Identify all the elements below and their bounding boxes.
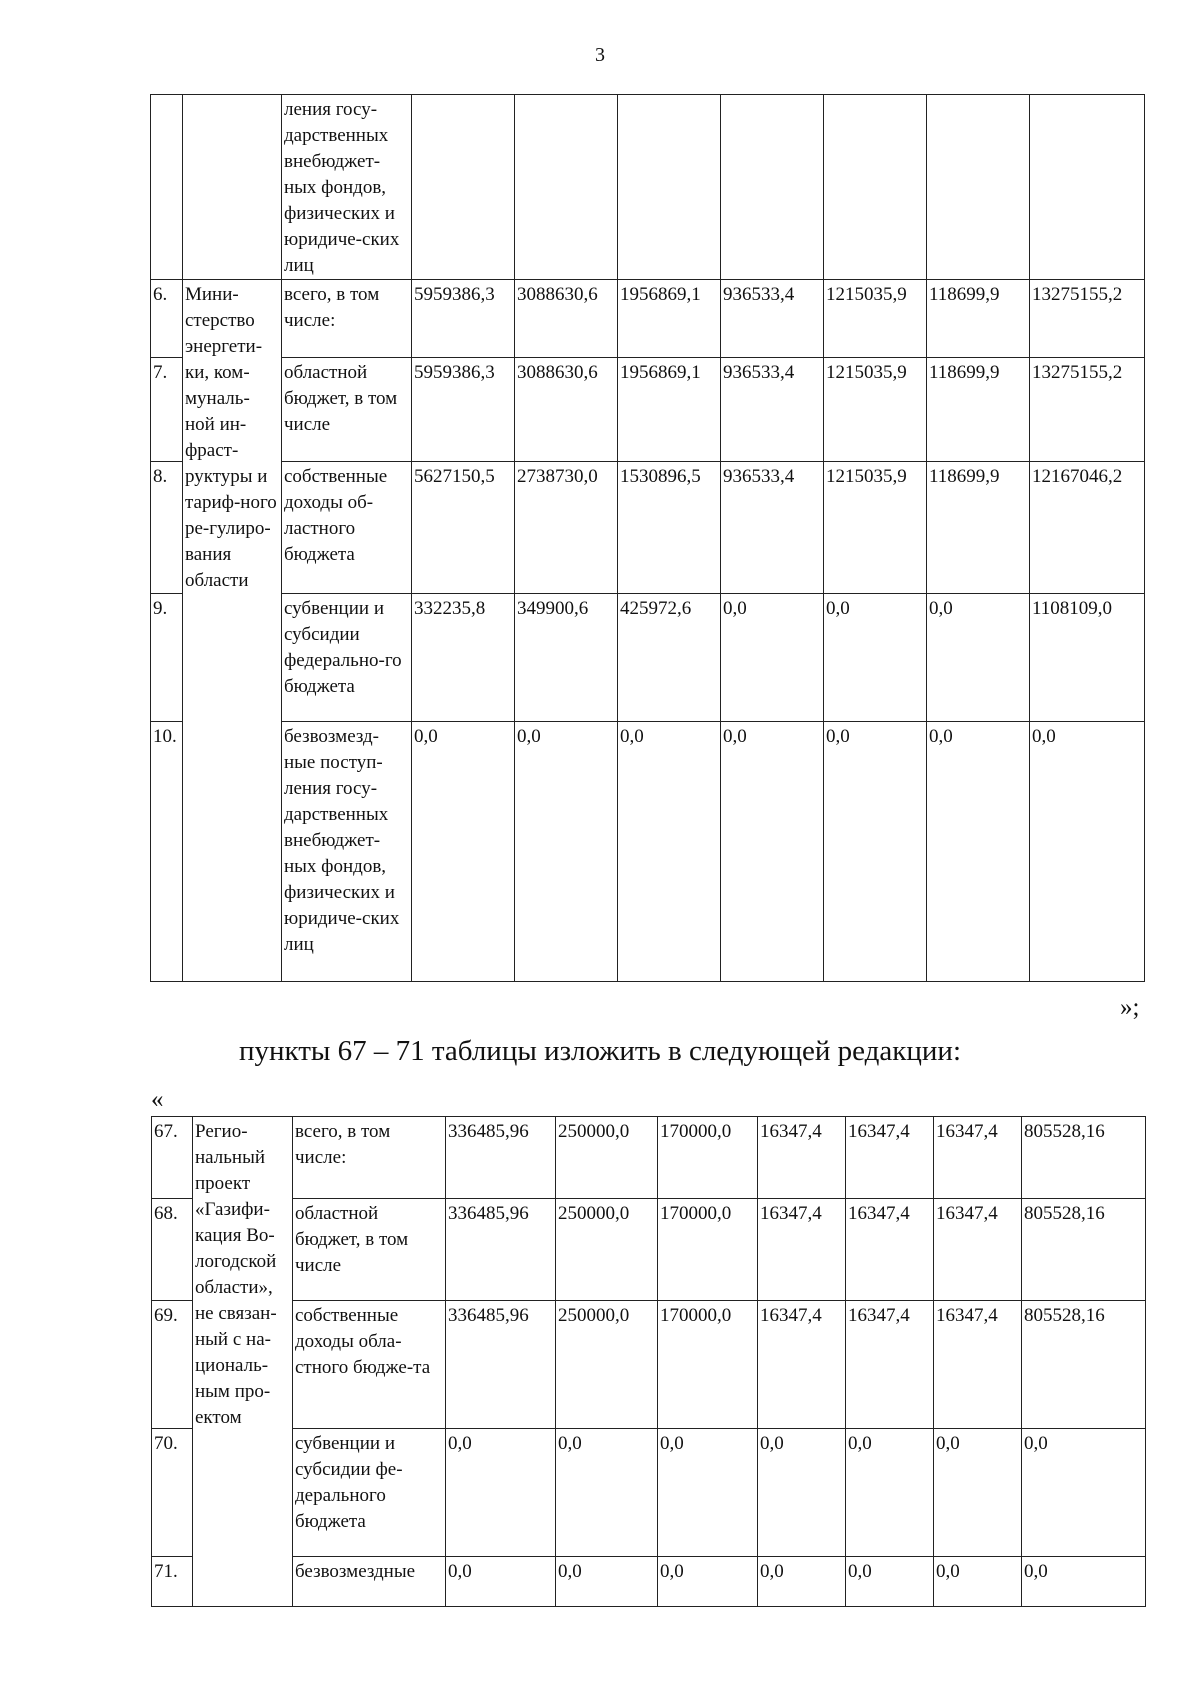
table-row — [152, 1557, 1146, 1607]
source-label: областной бюджет, в том числе — [282, 358, 412, 462]
value-cell: 0,0 — [846, 1557, 934, 1607]
value-cell — [515, 95, 618, 280]
table-row — [152, 1199, 1146, 1301]
value-cell: 0,0 — [515, 722, 618, 982]
row-number: 9. — [151, 594, 183, 722]
value-cell: 349900,6 — [515, 594, 618, 722]
value-cell: 0,0 — [721, 722, 824, 982]
source-label: безвозмездные — [293, 1557, 446, 1607]
source-label: субвенции и субсидии федерально-го бюджета — [282, 594, 412, 722]
row-number: 7. — [151, 358, 183, 462]
source-label: собственные доходы обла-стного бюдже-та — [293, 1301, 446, 1429]
value-cell: 16347,4 — [846, 1199, 934, 1301]
value-cell: 1215035,9 — [824, 280, 927, 358]
value-cell: 0,0 — [758, 1557, 846, 1607]
value-cell: 805528,16 — [1022, 1301, 1146, 1429]
table-row — [152, 1429, 1146, 1557]
value-cell: 170000,0 — [658, 1117, 758, 1199]
row-number: 68. — [152, 1199, 193, 1301]
row-number: 71. — [152, 1557, 193, 1607]
value-cell: 336485,96 — [446, 1117, 556, 1199]
value-cell: 936533,4 — [721, 358, 824, 462]
table-row — [151, 95, 1145, 280]
value-cell: 336485,96 — [446, 1301, 556, 1429]
value-cell: 0,0 — [1022, 1557, 1146, 1607]
page-number: 3 — [595, 44, 605, 66]
value-cell: 1108109,0 — [1030, 594, 1145, 722]
source-label: всего, в том числе: — [282, 280, 412, 358]
value-cell: 0,0 — [556, 1557, 658, 1607]
value-cell: 118699,9 — [927, 280, 1030, 358]
value-cell: 5627150,5 — [412, 462, 515, 594]
source-label: собственные доходы об-ластного бюджета — [282, 462, 412, 594]
value-cell: 336485,96 — [446, 1199, 556, 1301]
closing-quote: »; — [1120, 994, 1140, 1021]
value-cell: 805528,16 — [1022, 1199, 1146, 1301]
value-cell: 0,0 — [658, 1429, 758, 1557]
value-cell: 936533,4 — [721, 280, 824, 358]
value-cell — [618, 95, 721, 280]
value-cell: 0,0 — [846, 1429, 934, 1557]
table-row — [151, 722, 1145, 982]
row-number: 69. — [152, 1301, 193, 1429]
value-cell: 3088630,6 — [515, 280, 618, 358]
value-cell: 170000,0 — [658, 1301, 758, 1429]
value-cell: 5959386,3 — [412, 280, 515, 358]
value-cell: 805528,16 — [1022, 1117, 1146, 1199]
value-cell: 0,0 — [824, 594, 927, 722]
value-cell: 16347,4 — [846, 1301, 934, 1429]
value-cell: 0,0 — [824, 722, 927, 982]
table-row — [151, 280, 1145, 358]
value-cell: 16347,4 — [758, 1117, 846, 1199]
value-cell: 0,0 — [934, 1429, 1022, 1557]
value-cell: 13275155,2 — [1030, 358, 1145, 462]
value-cell: 0,0 — [446, 1429, 556, 1557]
value-cell: 0,0 — [556, 1429, 658, 1557]
source-label: безвозмезд-ные поступ-ления госу-дарственных внебюджет-ных фондов, физических и юридиче-ских лиц — [282, 722, 412, 982]
value-cell: 13275155,2 — [1030, 280, 1145, 358]
row-number: 10. — [151, 722, 183, 982]
value-cell: 425972,6 — [618, 594, 721, 722]
value-cell — [1030, 95, 1145, 280]
value-cell: 118699,9 — [927, 358, 1030, 462]
row-number-cell — [151, 95, 183, 280]
table-row — [152, 1117, 1146, 1199]
row-number: 67. — [152, 1117, 193, 1199]
responsible-ministry: Мини-стерство энергети-ки, ком-муналь-ной ин-фраст-руктуры и тариф-ного ре-гулиро-вания области — [183, 280, 282, 982]
value-cell — [721, 95, 824, 280]
source-label-cell: ления госу-дарственных внебюджет-ных фондов, физических и юридиче-ских лиц — [282, 95, 412, 280]
budget-table-ministry — [150, 94, 1145, 982]
value-cell: 16347,4 — [758, 1301, 846, 1429]
source-label: всего, в том числе: — [293, 1117, 446, 1199]
value-cell: 0,0 — [927, 594, 1030, 722]
value-cell: 0,0 — [1030, 722, 1145, 982]
amendment-instruction: пункты 67 – 71 таблицы изложить в следующей редакции: — [239, 1035, 961, 1067]
value-cell: 0,0 — [1022, 1429, 1146, 1557]
value-cell: 0,0 — [927, 722, 1030, 982]
value-cell: 3088630,6 — [515, 358, 618, 462]
value-cell: 0,0 — [618, 722, 721, 982]
table-row — [151, 594, 1145, 722]
value-cell: 5959386,3 — [412, 358, 515, 462]
value-cell: 1215035,9 — [824, 462, 927, 594]
value-cell: 12167046,2 — [1030, 462, 1145, 594]
value-cell: 16347,4 — [934, 1117, 1022, 1199]
value-cell: 0,0 — [758, 1429, 846, 1557]
value-cell: 16347,4 — [758, 1199, 846, 1301]
value-cell: 0,0 — [412, 722, 515, 982]
value-cell: 250000,0 — [556, 1301, 658, 1429]
row-number: 6. — [151, 280, 183, 358]
budget-table-gasification — [151, 1116, 1146, 1607]
row-number: 8. — [151, 462, 183, 594]
project-name: Регио-нальный проект «Газифи-кация Во-логодской области», не связан-ный с на-циональ-ным про-ектом — [193, 1117, 293, 1607]
row-number: 70. — [152, 1429, 193, 1557]
opening-quote: « — [151, 1086, 164, 1113]
value-cell: 170000,0 — [658, 1199, 758, 1301]
table-row — [152, 1301, 1146, 1429]
value-cell: 0,0 — [446, 1557, 556, 1607]
value-cell — [927, 95, 1030, 280]
value-cell: 1956869,1 — [618, 280, 721, 358]
table-row — [151, 462, 1145, 594]
value-cell: 1215035,9 — [824, 358, 927, 462]
responsible-cell — [183, 95, 282, 280]
value-cell — [412, 95, 515, 280]
value-cell — [824, 95, 927, 280]
value-cell: 0,0 — [721, 594, 824, 722]
value-cell: 118699,9 — [927, 462, 1030, 594]
value-cell: 2738730,0 — [515, 462, 618, 594]
value-cell: 332235,8 — [412, 594, 515, 722]
value-cell: 0,0 — [934, 1557, 1022, 1607]
value-cell: 250000,0 — [556, 1117, 658, 1199]
value-cell: 250000,0 — [556, 1199, 658, 1301]
value-cell: 0,0 — [658, 1557, 758, 1607]
value-cell: 16347,4 — [846, 1117, 934, 1199]
value-cell: 16347,4 — [934, 1301, 1022, 1429]
table-row — [151, 358, 1145, 462]
value-cell: 936533,4 — [721, 462, 824, 594]
source-label: областной бюджет, в том числе — [293, 1199, 446, 1301]
source-label: субвенции и субсидии фе-дерального бюджета — [293, 1429, 446, 1557]
value-cell: 16347,4 — [934, 1199, 1022, 1301]
value-cell: 1956869,1 — [618, 358, 721, 462]
value-cell: 1530896,5 — [618, 462, 721, 594]
